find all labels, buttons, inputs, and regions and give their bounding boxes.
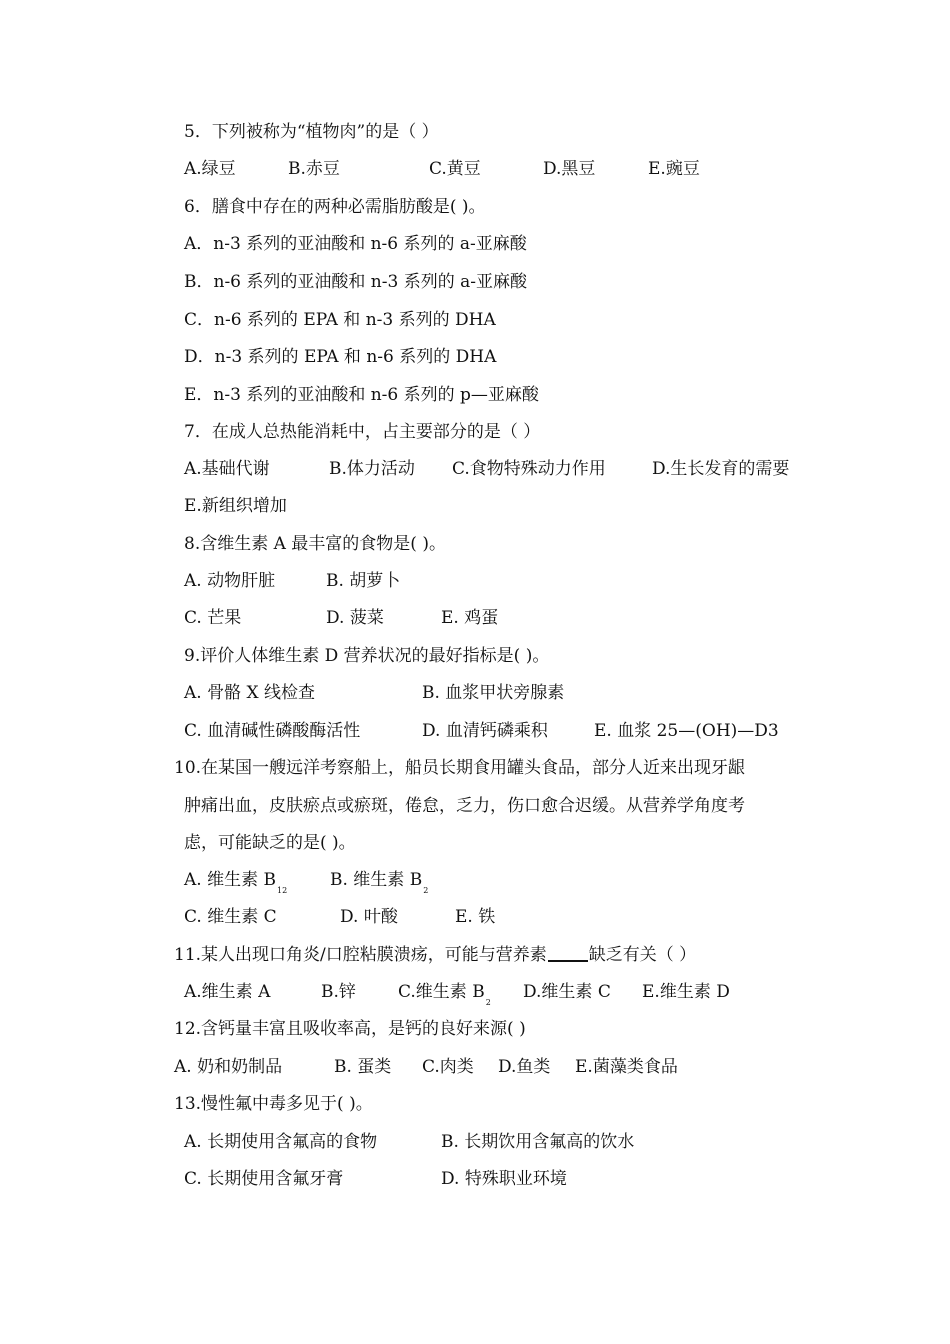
question-9-options-row1 — [184, 682, 564, 704]
q11-option-a: A.维生素 A — [184, 982, 271, 1002]
q8-option-b: B. 胡萝卜 — [326, 571, 401, 591]
q10-option-d: D. 叶酸 — [340, 907, 398, 927]
question-9-options-row2 — [184, 720, 779, 742]
q6-option-d: D．n-3 系列的 EPA 和 n-6 系列的 DHA — [184, 347, 497, 367]
question-8-stem: 8.含维生素 A 最丰富的食物是( )。 — [184, 534, 446, 554]
question-6-stem: 6．膳食中存在的两种必需脂肪酸是( )。 — [184, 197, 486, 217]
q10-option-a-text: A. 维生素 B — [184, 870, 276, 890]
question-8-options-row1 — [184, 570, 400, 592]
question-7-options — [184, 458, 789, 480]
q5-option-a: A.绿豆 — [184, 159, 236, 179]
q9-option-d: D. 血清钙磷乘积 — [422, 721, 548, 741]
question-11-stem — [174, 944, 696, 966]
q7-option-c: C.食物特殊动力作用 — [452, 459, 606, 479]
q12-option-b: B. 蛋类 — [334, 1057, 392, 1077]
question-13-stem: 13.慢性氟中毒多见于( )。 — [174, 1094, 373, 1114]
question-8-options-row2 — [184, 607, 498, 629]
question-13-options-row1 — [184, 1131, 634, 1153]
q7-option-d: D.生长发育的需要 — [652, 459, 790, 479]
q9-option-c: C. 血清碱性磷酸酶活性 — [184, 721, 361, 741]
question-11-options — [184, 981, 730, 1014]
q6-option-e: E．n-3 系列的亚油酸和 n-6 系列的 p—亚麻酸 — [184, 385, 539, 405]
q11-answer-blank — [548, 944, 588, 962]
q6-option-b: B．n-6 系列的亚油酸和 n-3 系列的 a-亚麻酸 — [184, 272, 528, 292]
q7-option-e: E.新组织增加 — [184, 496, 287, 516]
q13-option-a: A. 长期使用含氟高的食物 — [184, 1132, 378, 1152]
q10-option-a — [184, 869, 330, 902]
q12-option-c: C.肉类 — [422, 1057, 474, 1077]
q5-option-d: D.黑豆 — [543, 159, 596, 179]
q5-option-b: B.赤豆 — [288, 159, 340, 179]
q13-option-d: D. 特殊职业环境 — [441, 1169, 567, 1189]
q11-stem-after: 缺乏有关（ ） — [588, 945, 697, 965]
q6-option-c: C．n-6 系列的 EPA 和 n-3 系列的 DHA — [184, 310, 496, 330]
q12-option-e: E.菌藻类食品 — [575, 1057, 678, 1077]
question-12-stem: 12.含钙量丰富且吸收率高，是钙的良好来源( ) — [174, 1019, 526, 1039]
q11-option-c-text: C.维生素 B — [398, 982, 485, 1002]
question-10-stem-line2: 肿痛出血，皮肤瘀点或瘀斑，倦怠，乏力，伤口愈合迟缓。从营养学角度考 — [184, 796, 745, 816]
q10-option-b — [330, 869, 428, 902]
q9-option-a: A. 骨骼 X 线检查 — [184, 683, 315, 703]
q12-option-d: D.鱼类 — [498, 1057, 551, 1077]
question-13-options-row2 — [184, 1168, 567, 1190]
question-10-stem-line1: 10.在某国一艘远洋考察船上，船员长期食用罐头食品，部分人近来出现牙龈 — [174, 758, 746, 778]
q7-option-b: B.体力活动 — [329, 459, 415, 479]
q11-stem-before: 11.某人出现口角炎/口腔粘膜溃疡，可能与营养素 — [174, 945, 547, 965]
q6-option-a: A．n-3 系列的亚油酸和 n-6 系列的 a-亚麻酸 — [184, 234, 527, 254]
q5-option-e: E.豌豆 — [648, 159, 700, 179]
q11-option-d: D.维生素 C — [523, 982, 611, 1002]
q13-option-c: C. 长期使用含氟牙膏 — [184, 1169, 344, 1189]
question-5-stem: 5．下列被称为“植物肉”的是（ ） — [184, 122, 439, 142]
q7-option-a: A.基础代谢 — [184, 459, 270, 479]
q10-option-e: E. 铁 — [455, 907, 496, 927]
question-5-options — [184, 158, 700, 180]
q8-option-c: C. 芒果 — [184, 608, 242, 628]
q11-option-c-subscript: 2 — [485, 998, 491, 1007]
q9-option-b: B. 血浆甲状旁腺素 — [422, 683, 565, 703]
question-12-options — [174, 1056, 678, 1078]
q10-option-b-text: B. 维生素 B — [330, 870, 423, 890]
q11-option-c — [398, 981, 523, 1014]
question-10-stem-line3: 虑，可能缺乏的是( )。 — [184, 833, 356, 853]
question-10-options-row1 — [184, 869, 428, 902]
q5-option-c: C.黄豆 — [429, 159, 481, 179]
q10-option-b-subscript: 2 — [423, 886, 429, 895]
q12-option-a: A. 奶和奶制品 — [174, 1057, 283, 1077]
q10-option-c: C. 维生素 C — [184, 907, 277, 927]
question-7-stem: 7．在成人总热能消耗中，占主要部分的是（ ） — [184, 422, 541, 442]
q9-option-e: E. 血浆 25—(OH)—D3 — [594, 721, 779, 741]
q10-option-a-subscript: 12 — [276, 886, 288, 895]
q11-option-b: B.锌 — [321, 982, 356, 1002]
question-10-options-row2 — [184, 906, 495, 928]
q11-option-e: E.维生素 D — [642, 982, 730, 1002]
q13-option-b: B. 长期饮用含氟高的饮水 — [441, 1132, 635, 1152]
question-9-stem: 9.评价人体维生素 D 营养状况的最好指标是( )。 — [184, 646, 550, 666]
q8-option-d: D. 菠菜 — [326, 608, 384, 628]
q8-option-a: A. 动物肝脏 — [184, 571, 276, 591]
q8-option-e: E. 鸡蛋 — [441, 608, 499, 628]
